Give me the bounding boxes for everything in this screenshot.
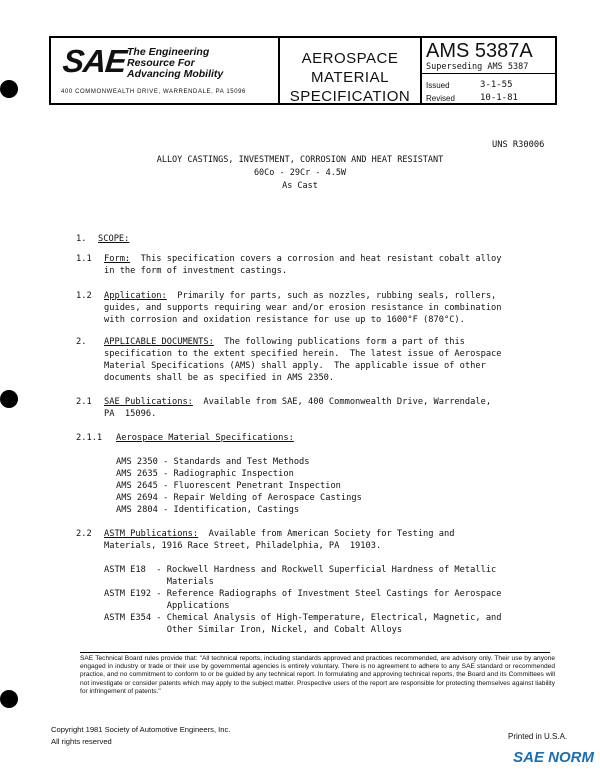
doc-composition: 60Co - 29Cr - 4.5W <box>253 168 347 178</box>
section-1-2-line-2: guides, and supports requiring wear and/or erosion resistance in combination <box>104 303 502 313</box>
ams-reference: AMS 2645 - Fluorescent Penetrant Inspection <box>116 481 341 491</box>
header-number-box <box>420 36 557 105</box>
printed-in: Printed in U.S.A. <box>508 732 568 741</box>
astm-reference: ASTM E18 - Rockwell Hardness and Rockwell Superficial Hardness of Metallic <box>104 565 497 575</box>
superseding-note: Superseding AMS 5387 <box>426 62 529 72</box>
ams-reference: AMS 2635 - Radiographic Inspection <box>116 469 294 479</box>
astm-reference-cont: Other Similar Iron, Nickel, and Cobalt Alloys <box>104 625 403 635</box>
ams-number: AMS 5387A <box>426 40 533 62</box>
number-divider <box>422 73 555 74</box>
doc-title: ALLOY CASTINGS, INVESTMENT, CORROSION AND HEAT RESISTANT <box>156 155 444 165</box>
section-1-2-line-3: with corrosion and oxidation resistance for use up to 1600°F (870°C). <box>104 315 465 325</box>
doc-condition: As Cast <box>282 181 318 191</box>
section-2-line-2: specification to the extent specified herein. The latest issue of Aerospace <box>104 349 502 359</box>
section-2-1-1-heading: Aerospace Material Specifications: <box>116 433 294 443</box>
punch-hole-middle <box>0 390 18 408</box>
rights-reserved: All rights reserved <box>51 737 112 746</box>
astm-reference: ASTM E354 - Chemical Analysis of High-Temperature, Electrical, Magnetic, and <box>104 613 502 623</box>
revised-date: 10-1-81 <box>480 93 518 103</box>
section-2-line-3: Material Specifications (AMS) shall apply. The applicable issue of other <box>104 361 486 371</box>
sae-technical-board-note: SAE Technical Board rules provide that: "All technical reports, including standards approved and practices recommended, are advisory only. Their use by anyone engaged in industry or trade or their use by governmental agencies is entirely voluntary. There is no agreement to adhere to any SAE standard or recommended practice, and no commitment to conform to or be guided by any technical report. In formulating and approving technical reports, the Board and its Committees will not investigate or consider patents which may apply to the subject matter. Prospective users of the report are responsible for protecting themselves against liability for infringement of patents." <box>80 655 555 695</box>
section-2-2-line-1: ASTM Publications: Available from American Society for Testing and <box>104 529 455 539</box>
sae-norm-watermark: SAE NORM <box>513 749 594 766</box>
section-2-2-line-2: Materials, 1916 Race Street, Philadelphia, PA 19103. <box>104 541 382 551</box>
header-logo-box <box>49 36 278 105</box>
section-2-line-1: APPLICABLE DOCUMENTS: The following publications form a part of this <box>104 337 465 347</box>
section-2-1-line-2: PA 15096. <box>104 409 157 419</box>
astm-reference-cont: Materials <box>104 577 214 587</box>
section-1-2-number: 1.2 <box>76 291 92 301</box>
ams-reference: AMS 2694 - Repair Welding of Aerospace Castings <box>116 493 362 503</box>
header-title-box <box>278 36 420 105</box>
ams-reference: AMS 2804 - Identification, Castings <box>116 505 300 515</box>
section-1-1-number: 1.1 <box>76 254 92 264</box>
copyright: Copyright 1981 Society of Automotive Engineers, Inc. <box>51 725 231 734</box>
sae-logo: SAE <box>61 43 128 79</box>
footer-divider <box>80 652 550 653</box>
section-2-2-number: 2.2 <box>76 529 92 539</box>
issued-date: 3-1-55 <box>480 80 513 90</box>
section-1-1-line-1: Form: This specification covers a corrosion and heat resistant cobalt alloy <box>104 254 502 264</box>
section-2-1-line-1: SAE Publications: Available from SAE, 400 Commonwealth Drive, Warrendale, <box>104 397 492 407</box>
section-1-1-line-2: in the form of investment castings. <box>104 266 288 276</box>
uns-designation: UNS R30006 <box>492 140 545 150</box>
section-1-2-line-1: Application: Primarily for parts, such as nozzles, rubbing seals, rollers, <box>104 291 497 301</box>
astm-reference: ASTM E192 - Reference Radiographs of Investment Steel Castings for Aerospace <box>104 589 502 599</box>
section-2-number: 2. <box>76 337 87 347</box>
sae-tagline: The Engineering Resource For Advancing Mobility <box>127 46 224 80</box>
astm-reference-cont: Applications <box>104 601 230 611</box>
spec-type-title: AEROSPACE MATERIAL SPECIFICATION <box>289 50 411 105</box>
section-2-line-4: documents shall be as specified in AMS 2350. <box>104 373 335 383</box>
sae-address: 400 COMMONWEALTH DRIVE, WARRENDALE, PA 15096 <box>61 89 246 95</box>
revised-label: Revised <box>426 94 455 103</box>
section-1-number: 1. <box>76 234 87 244</box>
punch-hole-top <box>0 80 18 98</box>
punch-hole-bottom <box>0 690 18 708</box>
section-2-1-number: 2.1 <box>76 397 92 407</box>
section-2-1-1-number: 2.1.1 <box>76 433 103 443</box>
issued-label: Issued <box>426 81 450 90</box>
ams-reference: AMS 2350 - Standards and Test Methods <box>116 457 310 467</box>
section-1-heading: SCOPE: <box>98 234 130 244</box>
